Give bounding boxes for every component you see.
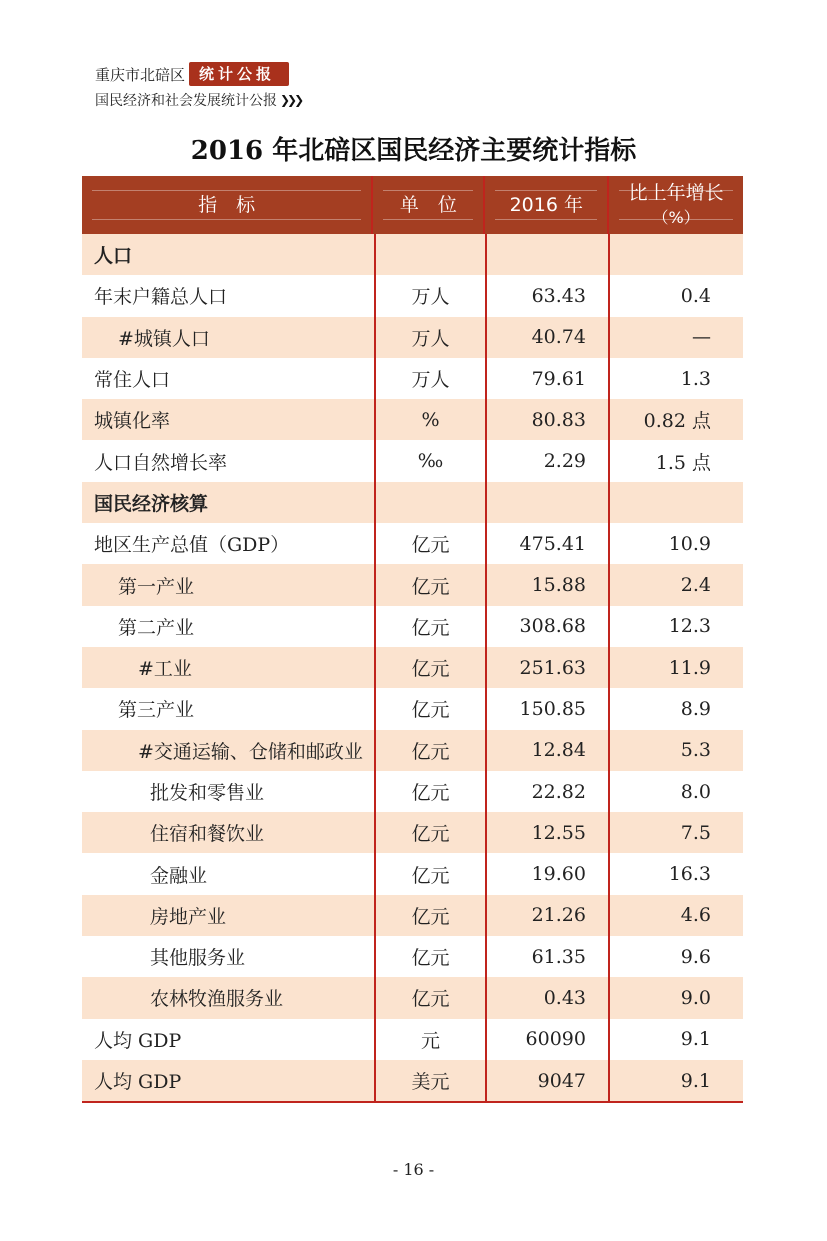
table-row [82, 482, 743, 523]
unit-cell: 亿元 [374, 771, 485, 812]
indicator-cell: #交通运输、仓储和邮政业 [138, 740, 363, 763]
table-row [82, 647, 743, 688]
indicator-cell: 农林牧渔服务业 [150, 988, 284, 1011]
change-cell: 1.3 [608, 358, 743, 399]
value-2016-cell [485, 482, 608, 523]
value-2016-cell: 21.26 [485, 895, 608, 936]
value-2016-cell: 63.43 [485, 275, 608, 316]
change-cell: 5.3 [608, 730, 743, 771]
report-subtitle: 国民经济和社会发展统计公报 [95, 93, 277, 109]
indicator-cell: 地区生产总值（GDP） [94, 534, 290, 557]
table-row [82, 606, 743, 647]
unit-cell: 亿元 [374, 688, 485, 729]
change-cell: — [608, 317, 743, 358]
table-bottom-rule [82, 1101, 743, 1103]
value-2016-cell: 60090 [485, 1019, 608, 1060]
change-cell: 1.5 点 [608, 440, 743, 481]
table-row [82, 730, 743, 771]
table-row [82, 440, 743, 481]
table-row [82, 977, 743, 1018]
indicator-cell: 人口自然增长率 [94, 451, 228, 474]
table-row [82, 1019, 743, 1060]
indicator-cell: 住宿和餐饮业 [150, 823, 265, 846]
value-2016-cell: 19.60 [485, 853, 608, 894]
unit-cell [374, 482, 485, 523]
indicator-cell: 人均 GDP [94, 1071, 182, 1094]
indicator-cell: 国民经济核算 [94, 492, 209, 515]
value-2016-cell: 79.61 [485, 358, 608, 399]
value-2016-cell: 251.63 [485, 647, 608, 688]
value-2016-cell: 2.29 [485, 440, 608, 481]
report-header [95, 62, 301, 110]
indicator-cell: 城镇化率 [94, 410, 171, 433]
change-cell [608, 482, 743, 523]
change-cell: 10.9 [608, 523, 743, 564]
table-body [82, 234, 743, 1101]
change-cell: 8.0 [608, 771, 743, 812]
table-row [82, 688, 743, 729]
unit-cell [374, 234, 485, 275]
unit-cell: % [374, 399, 485, 440]
change-cell: 9.6 [608, 936, 743, 977]
table-row [82, 936, 743, 977]
table-row [82, 399, 743, 440]
value-2016-cell: 12.55 [485, 812, 608, 853]
unit-cell: 元 [374, 1019, 485, 1060]
indicator-cell: 批发和零售业 [150, 782, 265, 804]
change-cell: 4.6 [608, 895, 743, 936]
bulletin-badge: 统计公报 [189, 62, 289, 86]
column-header-change [607, 176, 743, 234]
unit-cell: 亿元 [374, 523, 485, 564]
value-2016-cell: 150.85 [485, 688, 608, 729]
table-row [82, 1060, 743, 1101]
value-2016-cell: 80.83 [485, 399, 608, 440]
value-2016-cell: 9047 [485, 1060, 608, 1101]
indicator-cell: 金融业 [150, 864, 208, 887]
indicator-cell: #城镇人口 [118, 327, 210, 350]
unit-cell: 亿元 [374, 977, 485, 1018]
table-row [82, 275, 743, 316]
indicator-cell: 第三产业 [118, 699, 195, 722]
unit-cell: 亿元 [374, 853, 485, 894]
unit-cell: 亿元 [374, 730, 485, 771]
chevron-right-icon: ❯❯❯ [280, 93, 302, 107]
indicator-cell: 房地产业 [150, 905, 227, 928]
change-cell: 7.5 [608, 812, 743, 853]
value-2016-cell: 22.82 [485, 771, 608, 812]
indicator-cell: 第一产业 [118, 575, 195, 598]
table-row [82, 771, 743, 812]
unit-cell: 美元 [374, 1060, 485, 1101]
statistics-table [82, 176, 743, 1103]
page-title: 2016 年北碚区国民经济主要统计指标 [190, 136, 637, 166]
indicator-cell: 常住人口 [94, 369, 171, 392]
table-row [82, 317, 743, 358]
unit-cell: 万人 [374, 275, 485, 316]
indicator-cell: 人口 [94, 245, 133, 268]
table-row [82, 358, 743, 399]
value-2016-cell: 15.88 [485, 564, 608, 605]
value-2016-cell [485, 234, 608, 275]
unit-cell: 亿元 [374, 895, 485, 936]
unit-cell: 万人 [374, 358, 485, 399]
unit-cell: 万人 [374, 317, 485, 358]
change-cell: 0.82 点 [608, 399, 743, 440]
change-cell: 11.9 [608, 647, 743, 688]
change-header-label: 比上年增长 [628, 181, 724, 204]
value-2016-cell: 0.43 [485, 977, 608, 1018]
value-2016-cell: 61.35 [485, 936, 608, 977]
table-row [82, 523, 743, 564]
district-name: 重庆市北碚区 [95, 65, 186, 84]
column-header-year: 2016 年 [483, 176, 607, 234]
unit-cell: ‰ [374, 440, 485, 481]
indicator-cell: #工业 [138, 658, 192, 681]
value-2016-cell: 40.74 [485, 317, 608, 358]
table-header [82, 176, 743, 234]
change-cell: 8.9 [608, 688, 743, 729]
indicator-cell: 其他服务业 [150, 947, 246, 970]
page-number: - 16 - [392, 1160, 435, 1179]
table-row [82, 234, 743, 275]
unit-cell: 亿元 [374, 606, 485, 647]
change-cell: 9.1 [608, 1060, 743, 1101]
value-2016-cell: 12.84 [485, 730, 608, 771]
column-header-indicator: 指 标 [82, 176, 371, 234]
unit-cell: 亿元 [374, 812, 485, 853]
table-row [82, 564, 743, 605]
column-header-unit: 单 位 [371, 176, 483, 234]
unit-cell: 亿元 [374, 647, 485, 688]
value-2016-cell: 475.41 [485, 523, 608, 564]
unit-cell: 亿元 [374, 936, 485, 977]
change-cell: 9.0 [608, 977, 743, 1018]
change-cell: 0.4 [608, 275, 743, 316]
indicator-cell: 年末户籍总人口 [94, 286, 228, 309]
table-row [82, 895, 743, 936]
change-header-unit: （%） [652, 207, 700, 227]
change-cell: 12.3 [608, 606, 743, 647]
value-2016-cell: 308.68 [485, 606, 608, 647]
table-row [82, 853, 743, 894]
indicator-cell: 第二产业 [118, 616, 195, 639]
change-cell: 2.4 [608, 564, 743, 605]
change-cell: 16.3 [608, 853, 743, 894]
change-cell [608, 234, 743, 275]
indicator-cell: 人均 GDP [94, 1029, 182, 1052]
table-row [82, 812, 743, 853]
change-cell: 9.1 [608, 1019, 743, 1060]
unit-cell: 亿元 [374, 564, 485, 605]
